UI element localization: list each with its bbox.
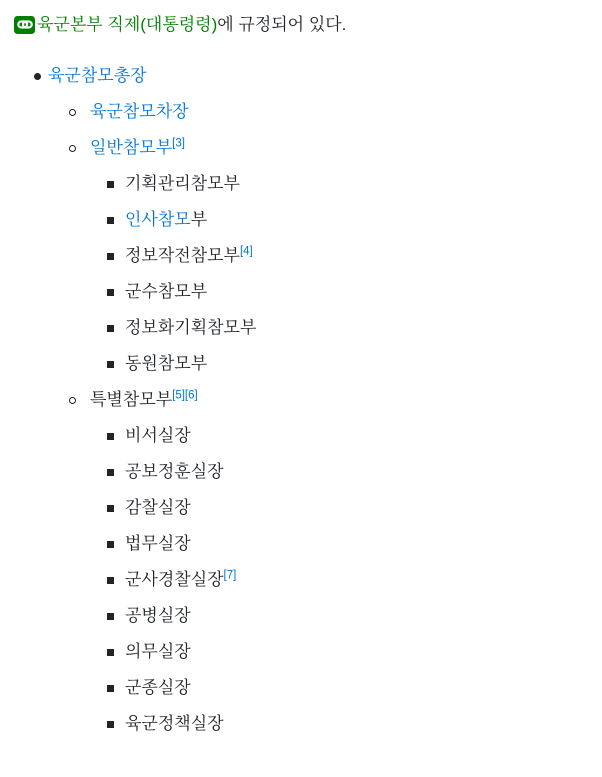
item-label: 공병실장 [125, 606, 191, 625]
special-staff-sublist [90, 418, 602, 742]
list-item [90, 706, 602, 742]
item-label: 비서실장 [125, 426, 191, 445]
list-item [90, 454, 602, 490]
list-item [90, 346, 602, 382]
list-item [90, 418, 602, 454]
list-item [90, 166, 602, 202]
wiki-content [0, 14, 602, 742]
item-label: 군종실장 [125, 678, 191, 697]
item-label: 특별참모부 [90, 390, 173, 409]
org-sublist [48, 94, 602, 742]
footnote-ref-5-6[interactable]: [5][6] [172, 389, 198, 402]
intro-paragraph [14, 14, 602, 36]
link-vice-chief[interactable]: 육군참모차장 [90, 102, 189, 121]
list-item [90, 490, 602, 526]
list-item [90, 526, 602, 562]
item-label: 정보화기획참모부 [125, 318, 257, 337]
list-item [90, 274, 602, 310]
footnote-ref-7[interactable]: [7] [223, 569, 237, 582]
footnote-ref-3[interactable]: [3] [172, 137, 185, 150]
list-item [90, 202, 602, 238]
item-label-rest: 부 [190, 210, 208, 229]
item-label: 감찰실장 [125, 498, 191, 517]
list-item-general-staff [48, 130, 602, 382]
list-item-chief-of-staff [14, 58, 602, 742]
list-item [90, 634, 602, 670]
item-label: 기획관리참모부 [125, 174, 240, 193]
external-link-label: 육군본부 직제(대통령령) [37, 15, 218, 34]
link-general-staff[interactable]: 일반참모부 [90, 138, 173, 157]
item-label: 군수참모부 [125, 282, 208, 301]
org-list [14, 58, 602, 742]
external-link-decree[interactable] [14, 15, 217, 34]
item-label: 정보작전참모부 [125, 246, 240, 265]
list-item [90, 238, 602, 274]
general-staff-sublist [90, 166, 602, 382]
footnote-ref-4[interactable]: [4] [239, 245, 253, 258]
list-item [90, 562, 602, 598]
list-item-special-staff [48, 382, 602, 742]
item-label: 법무실장 [125, 534, 191, 553]
list-item-vice-chief [48, 94, 602, 130]
item-label: 의무실장 [125, 642, 191, 661]
list-item [90, 310, 602, 346]
item-label: 공보정훈실장 [125, 462, 224, 481]
chain-link-icon [14, 16, 35, 34]
link-chief-of-staff[interactable]: 육군참모총장 [48, 66, 147, 85]
list-item [90, 598, 602, 634]
item-label: 동원참모부 [125, 354, 208, 373]
item-label: 육군정책실장 [125, 714, 224, 733]
link-personnel-staff[interactable]: 인사참모 [125, 210, 191, 229]
intro-text: 에 규정되어 있다. [217, 15, 347, 34]
list-item [90, 670, 602, 706]
item-label: 군사경찰실장 [125, 570, 224, 589]
